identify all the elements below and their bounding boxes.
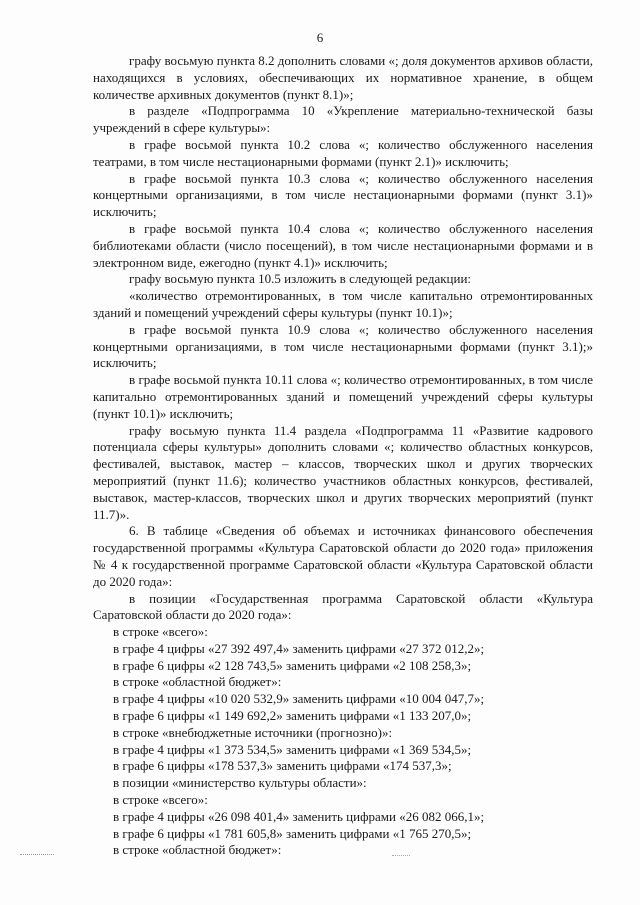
list-item: в графе 4 цифры «10 020 532,9» заменить цифрами «10 004 047,7»;: [113, 691, 485, 707]
list-item: в графе 6 цифры «1 781 605,8» заменить цифрами «1 765 270,5»;: [113, 825, 472, 841]
list-item: в строке «областной бюджет»:: [113, 842, 282, 858]
paragraph: графу восьмую пункта 11.4 раздела «Подпрограмма 11 «Развитие кадрового потенциала сферы культуры» дополнить словами «; количество областных конкурсов, фестивалей, выставок, мастер – классов, творческих школ и других творческих мероприятий (пункт 11.6); количество участников областных конкурсов, фестивалей, выставок, мастер-классов, творческих школ и других творческих мероприятий (пункт 11.7)».: [93, 422, 593, 522]
scan-mark: [392, 855, 410, 858]
document-body: [93, 53, 593, 859]
list-item: в строке «областной бюджет»:: [113, 674, 282, 690]
list-item: в строке «всего»:: [113, 624, 208, 640]
paragraph: в графе восьмой пункта 10.11 слова «; количество отремонтированных, в том числе капитально отремонтированных зданий и помещений учреждений сферы культуры (пункт 10.1)» исключить;: [93, 372, 593, 421]
list-item: в графе 4 цифры «1 373 534,5» заменить цифрами «1 369 534,5»;: [113, 741, 472, 757]
list-item: в строке «внебюджетные источники (прогнозно)»:: [113, 724, 393, 740]
list-item: в графе 4 цифры «27 392 497,4» заменить цифрами «27 372 012,2»;: [113, 640, 485, 656]
paragraph: графу восьмую пункта 8.2 дополнить словами «; доля документов архивов области, находящихся в условиях, обеспечивающих их нормативное хранение, в общем количестве архивных документов (пункт 8.1)»;: [93, 53, 593, 102]
paragraph: в графе восьмой пункта 10.3 слова «; количество обслуженного населения концертными организациями, в том числе нестационарными формами (пункт 3.1)» исключить;: [93, 170, 593, 220]
paragraph: в графе восьмой пункта 10.9 слова «; количество обслуженного населения концертными организациями, в том числе нестационарными формами (пункт 3.1);» исключить;: [93, 321, 593, 371]
list-item: в графе 4 цифры «26 098 401,4» заменить цифрами «26 082 066,1»;: [113, 808, 485, 824]
list-item: в графе 6 цифры «178 537,3» заменить цифрами «174 537,3»;: [113, 758, 452, 774]
list-item: в графе 6 цифры «1 149 692,2» заменить цифрами «1 133 207,0»;: [113, 708, 472, 724]
paragraph: в позиции «Государственная программа Саратовской области «Культура Саратовской области до 2020 года»:: [93, 590, 593, 623]
paragraph: 6. В таблице «Сведения об объемах и источниках финансового обеспечения государственной программы «Культура Саратовской области до 2020 года» приложения № 4 к государственной программе Саратовской области «Культура Саратовской области до 2020 года»:: [93, 523, 593, 589]
paragraph: «количество отремонтированных, в том числе капитально отремонтированных зданий и помещений учреждений сферы культуры (пункт 10.1)»;: [93, 288, 593, 320]
paragraph: в разделе «Подпрограмма 10 «Укрепление материально-технической базы учреждений в сфере культуры»:: [93, 103, 593, 136]
paragraph: в графе восьмой пункта 10.4 слова «; количество обслуженного населения библиотеками области (число посещений), в том числе нестационарными формами и в электронном виде, ежегодно (пункт 4.1)» исключить;: [93, 220, 593, 270]
paragraph: в графе восьмой пункта 10.2 слова «; количество обслуженного населения театрами, в том числе нестационарными формами (пункт 2.1)» исключить;: [93, 136, 593, 169]
paragraph: графу восьмую пункта 10.5 изложить в следующей редакции:: [129, 271, 472, 287]
list-item: в позиции «министерство культуры области»:: [113, 775, 367, 791]
list-item: в строке «всего»:: [113, 792, 208, 808]
page-number: 6: [316, 30, 324, 45]
list-item: в графе 6 цифры «2 128 743,5» заменить цифрами «2 108 258,3»;: [113, 657, 472, 673]
scan-mark: [20, 854, 54, 857]
